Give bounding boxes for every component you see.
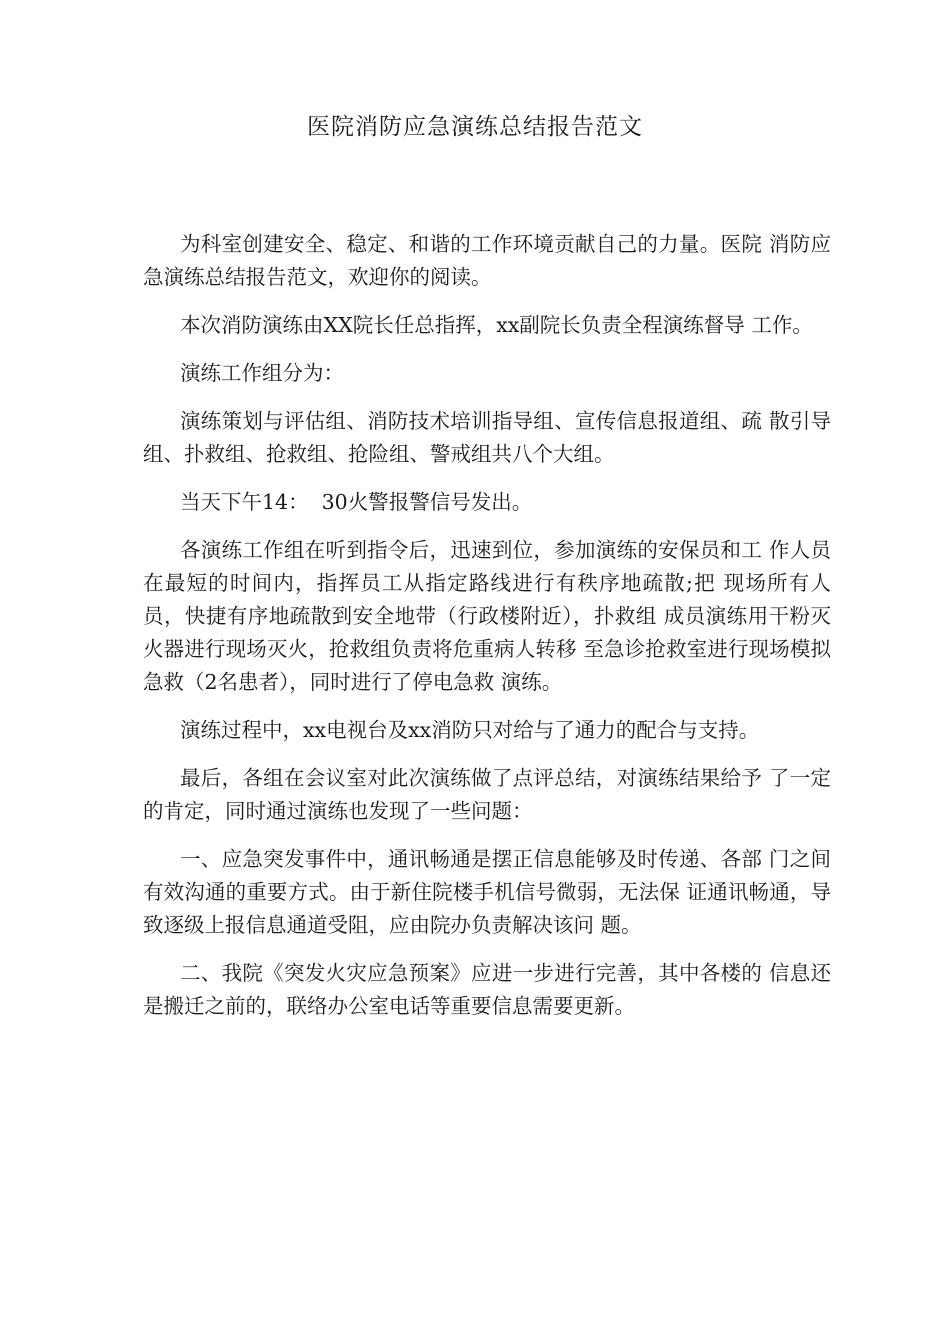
paragraph-alarm-time: 当天下午14： 30火警报警信号发出。 — [180, 490, 533, 514]
paragraph-intro: 为科室创建安全、稳定、和谐的工作环境贡献自己的力量。医院 消防应急演练总结报告范文，欢迎你的阅读。 — [143, 232, 831, 289]
paragraph-support: 演练过程中，xx电视台及xx消防只对给与了通力的配合与支持。 — [180, 718, 760, 742]
paragraph-groups-heading: 演练工作组分为： — [180, 361, 344, 385]
document-body — [143, 228, 831, 1038]
document-title: 医院消防应急演练总结报告范文 — [307, 114, 643, 140]
paragraph-command: 本次消防演练由XX院长任总指挥，xx副院长负责全程演练督导 工作。 — [180, 313, 813, 337]
paragraph-drill-process: 各演练工作组在听到指令后，迅速到位，参加演练的安保员和工 作人员在最短的时间内，指挥员工从指定路线进行有秩序地疏散;把 现场所有人员，快捷有序地疏散到安全地带（行政楼附近），扑救组 成员演练用干粉灭火器进行现场灭火，抢救组负责将危重病人转移 至急诊抢救室进行现场模拟急救（2名患者），同时进行了停电急救 演练。 — [143, 538, 831, 694]
paragraph-issue-two: 二、我院《突发火灾应急预案》应进一步进行完善，其中各楼的 信息还是搬迁之前的，联络办公室电话等重要信息需要更新。 — [143, 961, 831, 1018]
paragraph-issue-one: 一、应急突发事件中，通讯畅通是摆正信息能够及时传递、各部 门之间有效沟通的重要方式。由于新住院楼手机信号微弱，无法保 证通讯畅通，导致逐级上报信息通道受阻，应由院办负责解决该问 题。 — [143, 847, 831, 937]
paragraph-summary: 最后，各组在会议室对此次演练做了点评总结，对演练结果给予 了一定的肯定，同时通过演练也发现了一些问题： — [143, 766, 831, 823]
paragraph-groups-list: 演练策划与评估组、消防技术培训指导组、宣传信息报道组、疏 散引导组、扑救组、抢救组、抢险组、警戒组共八个大组。 — [143, 409, 831, 466]
